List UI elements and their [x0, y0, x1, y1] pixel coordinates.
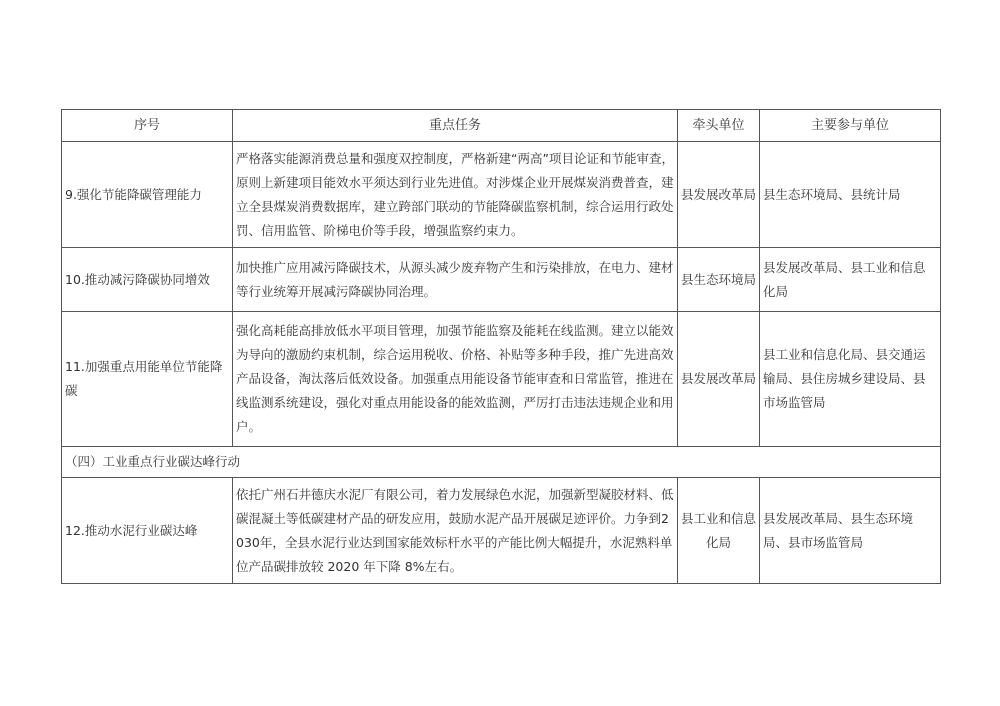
row-task: 强化高耗能高排放低水平项目管理，加强节能监察及能耗在线监测。建立以能效为导向的激励约束机制，综合运用税收、价格、补贴等多种手段，推广先进高效产品设备，淘汰落后低效设备。加强重点用能设备节能审查和日常监管，推进在线监测系统建设，强化对重点用能设备的能效监测，严厉打击违法违规企业和用户。 [233, 312, 678, 447]
row-name: 9.强化节能降碳管理能力 [62, 142, 233, 248]
header-lead: 牵头单位 [678, 110, 760, 142]
row-lead: 县发展改革局 [678, 312, 760, 447]
row-name: 10.推动减污降碳协同增效 [62, 248, 233, 312]
row-participants: 县生态环境局、县统计局 [760, 142, 941, 248]
section-title: （四）工业重点行业碳达峰行动 [62, 447, 941, 478]
row-lead: 县生态环境局 [678, 248, 760, 312]
row-participants: 县发展改革局、县生态环境局、县市场监管局 [760, 478, 941, 584]
row-lead: 县工业和信息化局 [678, 478, 760, 584]
row-name: 12.推动水泥行业碳达峰 [62, 478, 233, 584]
header-seq: 序号 [62, 110, 233, 142]
section-row [62, 447, 941, 478]
row-participants: 县工业和信息化局、县交通运输局、县住房城乡建设局、县市场监管局 [760, 312, 941, 447]
table-row [62, 142, 941, 248]
table-row [62, 478, 941, 584]
task-table [61, 109, 941, 584]
row-participants: 县发展改革局、县工业和信息化局 [760, 248, 941, 312]
row-task: 加快推广应用减污降碳技术，从源头减少废弃物产生和污染排放，在电力、建材等行业统筹开展减污降碳协同治理。 [233, 248, 678, 312]
table-row [62, 248, 941, 312]
row-name: 11.加强重点用能单位节能降碳 [62, 312, 233, 447]
header-participants: 主要参与单位 [760, 110, 941, 142]
row-lead: 县发展改革局 [678, 142, 760, 248]
table-row [62, 312, 941, 447]
header-task: 重点任务 [233, 110, 678, 142]
row-task: 严格落实能源消费总量和强度双控制度，严格新建“两高”项目论证和节能审查，原则上新建项目能效水平须达到行业先进值。对涉煤企业开展煤炭消费普查，建立全县煤炭消费数据库，建立跨部门联动的节能降碳监察机制，综合运用行政处罚、信用监管、阶梯电价等手段，增强监察约束力。 [233, 142, 678, 248]
row-task: 依托广州石井德庆水泥厂有限公司，着力发展绿色水泥，加强新型凝胶材料、低碳混凝土等低碳建材产品的研发应用，鼓励水泥产品开展碳足迹评价。力争到2030年，全县水泥行业达到国家能效标杆水平的产能比例大幅提升，水泥熟料单位产品碳排放较 2020 年下降 8%左右。 [233, 478, 678, 584]
table-header-row [62, 110, 941, 142]
